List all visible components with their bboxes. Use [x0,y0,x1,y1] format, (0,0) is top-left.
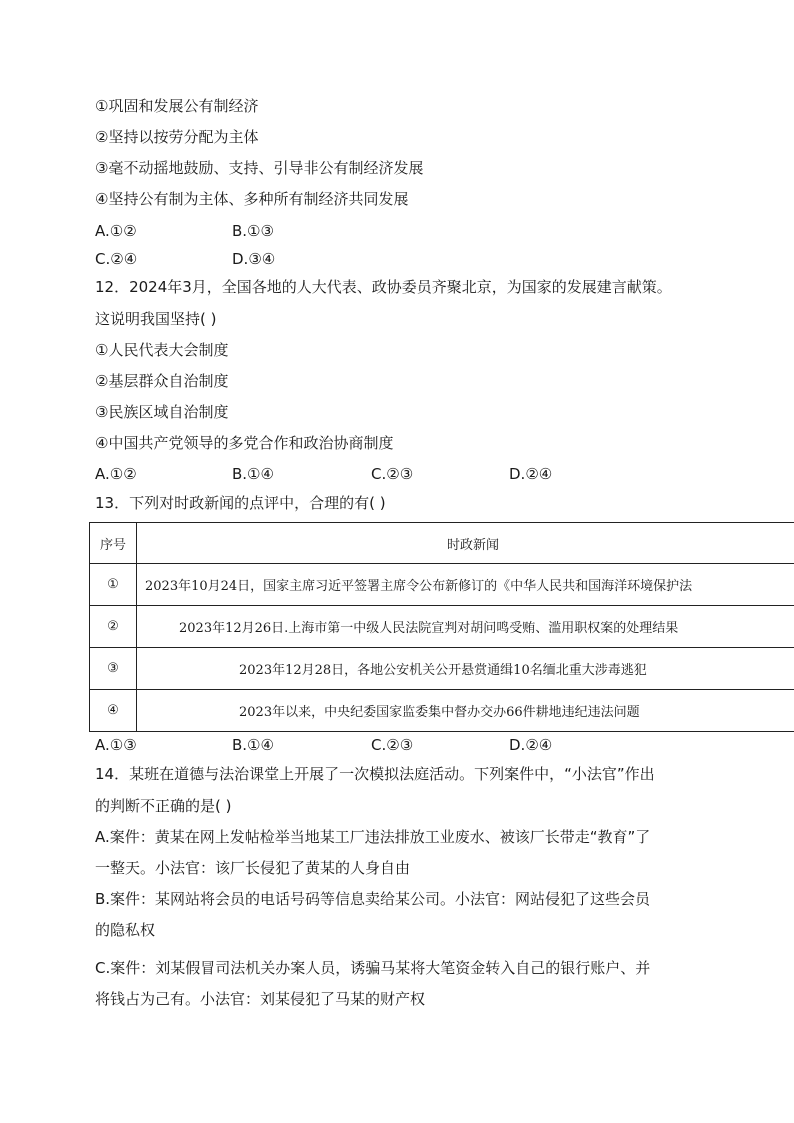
q14-option-c-line1: C.案件：刘某假冒司法机关办案人员，诱骗马某将大笔资金转入自己的银行账户、并 [95,959,651,977]
q12-item-1: ①人民代表大会制度 [95,341,229,359]
q12-item-3: ③民族区域自治制度 [95,403,229,421]
table-cell-news: 2023年10月24日，国家主席习近平签署主席令公布新修订的《中华人民共和国海洋环境保护法 [137,564,794,606]
q13-option-b: B.①④ [232,736,274,754]
table-cell-news: 2023年12月28日，各地公安机关公开悬赏通缉10名缅北重大涉毒逃犯 [137,648,794,690]
q11-item-2: ②坚持以按劳分配为主体 [95,128,259,146]
table-header-row [90,523,794,564]
q12-option-b: B.①④ [232,465,274,483]
q12-stem-line1: 12．2024年3月，全国各地的人大代表、政协委员齐聚北京，为国家的发展建言献策。 [95,278,672,296]
table-cell-num: ③ [90,648,137,690]
q12-option-c: C.②③ [371,465,414,483]
q11-item-3: ③毫不动摇地鼓励、支持、引导非公有制经济发展 [95,159,424,177]
table-header-news: 时政新闻 [137,523,794,564]
q13-option-d: D.②④ [509,736,553,754]
table-row [90,690,794,732]
q12-item-2: ②基层群众自治制度 [95,372,229,390]
q11-option-a: A.①② [95,222,137,240]
table-row [90,648,794,690]
table-cell-num: ② [90,606,137,648]
table-cell-num: ④ [90,690,137,732]
q14-stem-line1: 14．某班在道德与法治课堂上开展了一次模拟法庭活动。下列案件中，“小法官”作出 [95,765,655,783]
q11-item-1: ①巩固和发展公有制经济 [95,97,259,115]
q12-option-a: A.①② [95,465,137,483]
q14-option-b-line2: 的隐私权 [95,921,156,939]
q11-item-4: ④坚持公有制为主体、多种所有制经济共同发展 [95,190,409,208]
q13-option-c: C.②③ [371,736,414,754]
q14-option-a-line1: A.案件：黄某在网上发帖检举当地某工厂违法排放工业废水、被该厂长带走“教育”了 [95,828,651,846]
q11-option-d: D.③④ [232,250,276,268]
q14-option-a-line2: 一整天。小法官：该厂长侵犯了黄某的人身自由 [95,859,411,877]
table-cell-news: 2023年12月26日.上海市第一中级人民法院宣判对胡问鸣受贿、滥用职权案的处理结果 [137,606,794,648]
q11-option-b: B.①③ [232,222,274,240]
q14-option-c-line2: 将钱占为己有。小法官：刘某侵犯了马某的财产权 [95,990,426,1008]
q12-item-4: ④中国共产党领导的多党合作和政治协商制度 [95,434,394,452]
table-cell-news: 2023年以来，中央纪委国家监委集中督办交办66件耕地违纪违法问题 [137,690,794,732]
q14-stem-line2: 的判断不正确的是( ) [95,797,232,815]
q12-stem-line2: 这说明我国坚持( ) [95,310,217,328]
q12-option-d: D.②④ [509,465,553,483]
table-row [90,606,794,648]
table-row [90,564,794,606]
q13-option-a: A.①③ [95,736,137,754]
table-cell-num: ① [90,564,137,606]
news-table [89,522,794,732]
q13-stem: 13．下列对时政新闻的点评中，合理的有( ) [95,494,386,512]
q14-option-b-line1: B.案件：某网站将会员的电话号码等信息卖给某公司。小法官：网站侵犯了这些会员 [95,890,651,908]
table-header-num: 序号 [90,523,137,564]
q11-option-c: C.②④ [95,250,138,268]
